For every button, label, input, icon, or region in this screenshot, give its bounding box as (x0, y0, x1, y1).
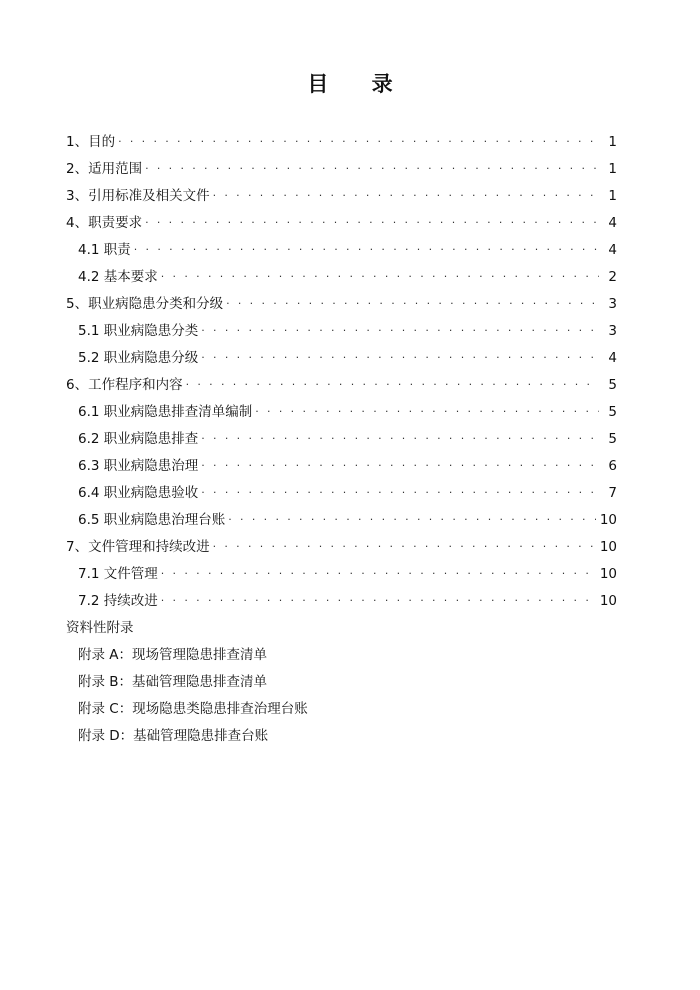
toc-entry[interactable] (66, 529, 617, 556)
toc-entry-page-number: 5 (608, 377, 617, 393)
toc-entry-page-number: 10 (599, 512, 617, 528)
toc-dot-leader (201, 481, 599, 499)
toc-entry-page-number: 4 (608, 215, 617, 231)
toc-dot-leader (161, 562, 596, 580)
toc-dot-leader (145, 211, 599, 229)
toc-entry-page-number: 4 (608, 242, 617, 258)
toc-dot-leader (161, 265, 599, 283)
toc-dot-leader (201, 454, 599, 472)
toc-entry-page-number: 10 (599, 539, 617, 555)
toc-dot-leader (226, 292, 599, 310)
toc-entry-page-number: 4 (608, 350, 617, 366)
toc-entry[interactable] (66, 178, 617, 205)
toc-entry[interactable] (66, 502, 617, 529)
toc-entry-label: 5.1 职业病隐患分类 (78, 323, 199, 339)
toc-dot-leader (201, 319, 599, 337)
toc-entry-page-number: 10 (599, 566, 617, 582)
toc-entry-label: 5、职业病隐患分类和分级 (66, 296, 224, 312)
appendix-item[interactable]: 附录 C：现场隐患类隐患排查治理台账 (78, 701, 308, 717)
appendix-item[interactable]: 附录 A：现场管理隐患排查清单 (78, 647, 268, 663)
toc-entry[interactable] (66, 340, 617, 367)
toc-entry-page-number: 1 (608, 134, 617, 150)
toc-dot-leader (201, 346, 599, 364)
appendix-item[interactable]: 附录 D：基础管理隐患排查台账 (78, 728, 269, 744)
toc-entry-label: 3、引用标准及相关文件 (66, 188, 210, 204)
toc-entry-label: 4、职责要求 (66, 215, 143, 231)
toc-dot-leader (213, 184, 599, 202)
toc-entry-label: 1、目的 (66, 134, 116, 150)
toc-entry-label: 7、文件管理和持续改进 (66, 539, 210, 555)
toc-entry-label: 4.2 基本要求 (78, 269, 158, 285)
toc-entry-label: 5.2 职业病隐患分级 (78, 350, 199, 366)
toc-entry[interactable] (66, 367, 617, 394)
toc-entry[interactable] (66, 124, 617, 151)
toc-entry-label: 7.1 文件管理 (78, 566, 158, 582)
toc-entry[interactable] (66, 394, 617, 421)
appendix-section (66, 610, 626, 745)
toc-entry-page-number: 3 (608, 296, 617, 312)
toc-entry[interactable] (66, 475, 617, 502)
toc-entry-label: 6.2 职业病隐患排查 (78, 431, 199, 447)
toc-entry[interactable] (66, 259, 617, 286)
appendix-list (66, 637, 626, 745)
toc-entry-label: 6.1 职业病隐患排查清单编制 (78, 404, 253, 420)
toc-entry-page-number: 6 (608, 458, 617, 474)
appendix-item[interactable]: 附录 B：基础管理隐患排查清单 (78, 674, 268, 690)
toc-entry-label: 6.5 职业病隐患治理台账 (78, 512, 226, 528)
toc-entry[interactable] (66, 556, 617, 583)
toc-dot-leader (255, 400, 599, 418)
toc-dot-leader (118, 130, 599, 148)
toc-entry[interactable] (66, 151, 617, 178)
toc-entry[interactable] (66, 448, 617, 475)
toc-entry-page-number: 1 (608, 161, 617, 177)
toc-entry-page-number: 10 (599, 593, 617, 609)
page-title: 目 录 (307, 72, 411, 96)
toc-dot-leader (213, 535, 596, 553)
toc-entry-page-number: 3 (608, 323, 617, 339)
toc-dot-leader (161, 589, 596, 607)
toc-dot-leader (134, 238, 599, 256)
toc-dot-leader (201, 427, 599, 445)
toc-entry[interactable] (66, 421, 617, 448)
appendix-heading: 资料性附录 (66, 620, 134, 636)
toc-entry[interactable] (66, 313, 617, 340)
toc-entry-label: 2、适用范围 (66, 161, 143, 177)
table-of-contents (66, 124, 617, 610)
toc-entry-page-number: 7 (608, 485, 617, 501)
toc-dot-leader (228, 508, 596, 526)
toc-dot-leader (145, 157, 599, 175)
toc-entry-label: 7.2 持续改进 (78, 593, 158, 609)
toc-dot-leader (186, 373, 599, 391)
toc-entry-label: 4.1 职责 (78, 242, 131, 258)
toc-entry-page-number: 5 (608, 431, 617, 447)
toc-entry-label: 6.4 职业病隐患验收 (78, 485, 199, 501)
toc-entry[interactable] (66, 583, 617, 610)
toc-entry[interactable] (66, 232, 617, 259)
toc-entry-label: 6、工作程序和内容 (66, 377, 183, 393)
toc-entry-label: 6.3 职业病隐患治理 (78, 458, 199, 474)
toc-entry[interactable] (66, 286, 617, 313)
toc-entry[interactable] (66, 205, 617, 232)
toc-entry-page-number: 1 (608, 188, 617, 204)
toc-entry-page-number: 2 (608, 269, 617, 285)
toc-entry-page-number: 5 (608, 404, 617, 420)
